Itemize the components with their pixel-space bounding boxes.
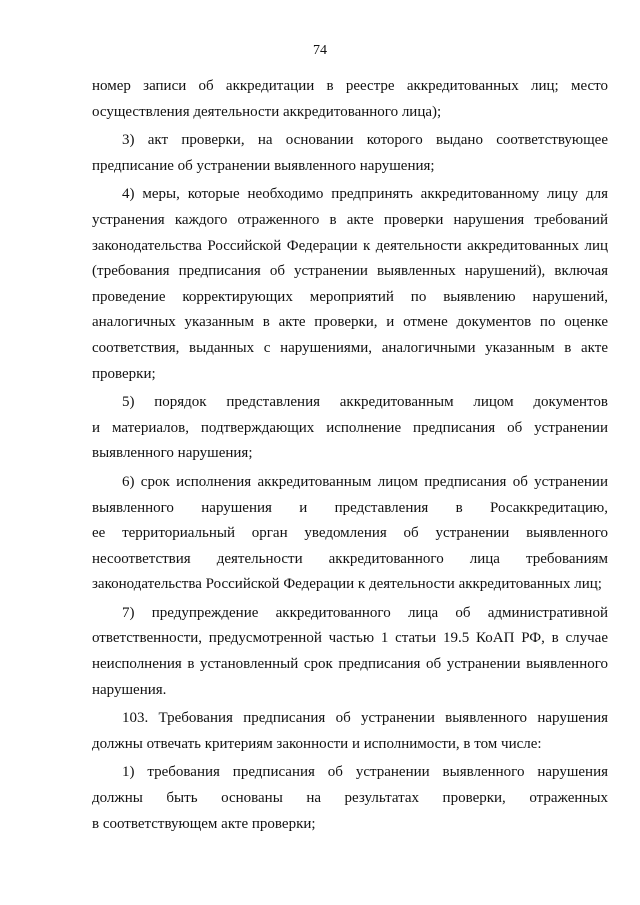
text-line: проверки; — [92, 365, 156, 382]
text-line: законодательства Российской Федерации к деятельности аккредитованных лиц; — [92, 576, 602, 593]
text-line: номер записи об аккредитации в реестре аккредитованных лиц; место — [92, 78, 608, 94]
text-line: ее территориальный орган уведомления об устранении выявленного — [92, 525, 608, 542]
text-line: 6) срок исполнения аккредитованным лицом предписания об устранении — [122, 473, 608, 490]
page-number: 74 — [313, 43, 327, 58]
text-line: должны быть основаны на результатах проверки, отраженных — [92, 790, 608, 807]
text-line: соответствия, выданных с нарушениями, аналогичными указанным в акте — [92, 339, 608, 356]
text-line: устранения каждого отраженного в акте проверки нарушения требований — [92, 211, 608, 228]
text-line: законодательства Российской Федерации к деятельности аккредитованных лиц — [92, 237, 608, 254]
text-line: 7) предупреждение аккредитованного лица об административной — [122, 604, 608, 621]
document-body — [92, 74, 608, 837]
text-line: предписание об устранении выявленного нарушения; — [92, 157, 435, 174]
text-line: несоответствия деятельности аккредитованного лица требованиям — [92, 550, 608, 567]
text-line: аналогичных указанным в акте проверки, и отмене документов по оценке — [92, 314, 608, 331]
text-line: и материалов, подтверждающих исполнение предписания об устранении — [92, 419, 608, 436]
text-line: 3) акт проверки, на основании которого выдано соответствующее — [122, 132, 608, 149]
text-line: проведение корректирующих мероприятий по выявлению нарушений, — [92, 288, 608, 305]
text-line: выявленного нарушения и представления в Росаккредитацию, — [92, 499, 608, 516]
text-line: должны отвечать критериям законности и исполнимости, в том числе: — [92, 735, 542, 752]
text-line: 5) порядок представления аккредитованным лицом документов — [122, 394, 608, 411]
paragraph-subitem-1 — [92, 760, 608, 837]
paragraph-item-7 — [92, 601, 608, 703]
paragraph-item-6 — [92, 470, 608, 598]
text-line: осуществления деятельности аккредитованного лица); — [92, 103, 442, 120]
paragraph-item-4 — [92, 182, 608, 387]
text-line: 103. Требования предписания об устранении выявленного нарушения — [122, 710, 608, 727]
text-line: в соответствующем акте проверки; — [92, 815, 316, 832]
text-line: ответственности, предусмотренной частью 1 статьи 19.5 КоАП РФ, в случае — [92, 630, 608, 647]
paragraph-section-103 — [92, 706, 608, 757]
text-line: выявленного нарушения; — [92, 445, 253, 462]
paragraph-continuation — [92, 74, 608, 125]
text-line: 1) требования предписания об устранении выявленного нарушения — [122, 764, 608, 781]
text-line: (требования предписания об устранении выявленных нарушений), включая — [92, 263, 608, 280]
text-line: неисполнения в установленный срок предписания об устранении выявленного — [92, 656, 608, 673]
text-line: нарушения. — [92, 681, 167, 698]
text-line: 4) меры, которые необходимо предпринять аккредитованному лицу для — [122, 186, 608, 203]
paragraph-item-3 — [92, 128, 608, 179]
paragraph-item-5 — [92, 390, 608, 467]
